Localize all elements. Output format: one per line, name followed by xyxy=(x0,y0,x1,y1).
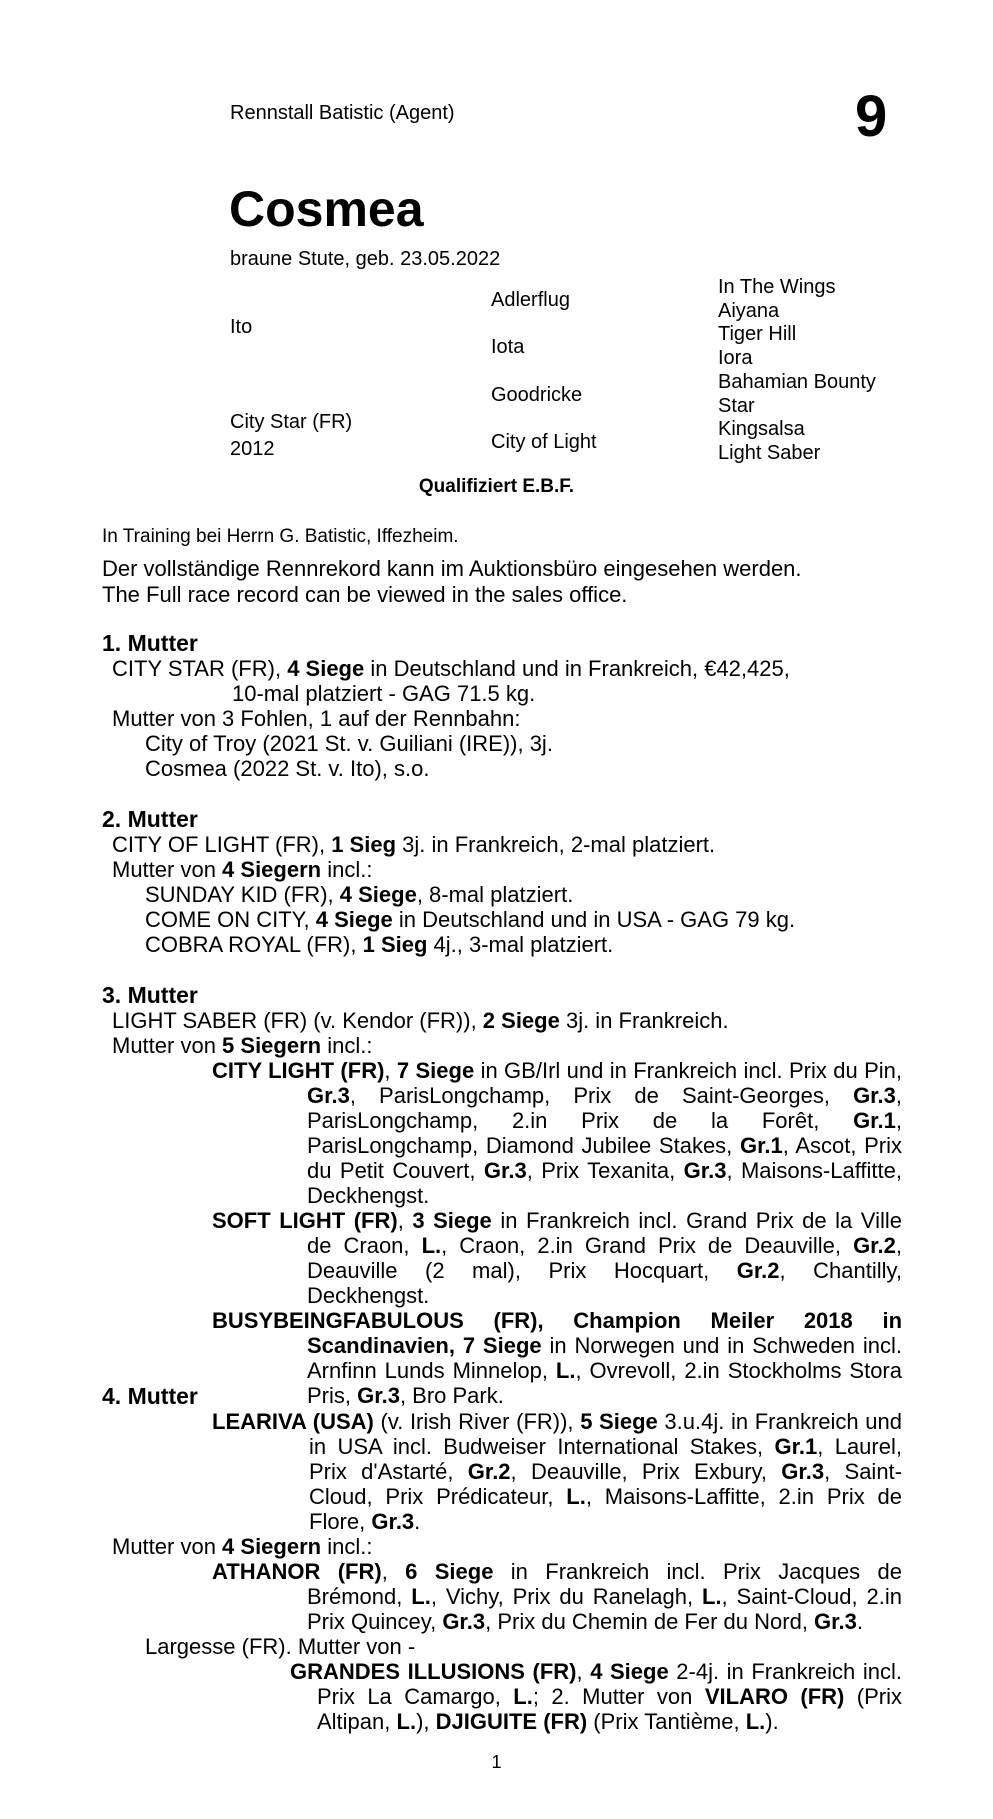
produce-item: COME ON CITY, 4 Siege in Deutschland und in USA - GAG 79 kg. xyxy=(145,907,796,932)
pedigree-great-grandparent: Tiger Hill xyxy=(718,323,797,345)
dam-line: CITY OF LIGHT (FR), 1 Sieg 3j. in Frankreich, 2-mal platziert. xyxy=(112,832,716,857)
pedigree-great-grandparent: Bahamian Bounty xyxy=(718,371,876,393)
dam-line: 10-mal platziert - GAG 71.5 kg. xyxy=(232,681,536,706)
produce-item: SUNDAY KID (FR), 4 Siege, 8-mal platziert. xyxy=(145,882,574,907)
produce-item: ATHANOR (FR), 6 Siege in Frankreich incl. Prix Jacques de Brémond, L., Vichy, Prix du Ranelagh, L., Saint-Cloud, 2.in Prix Quincey, Gr.3, Prix du Chemin de Fer du Nord, Gr.3. xyxy=(212,1559,902,1634)
produce-heading: Mutter von 5 Siegern incl.: xyxy=(112,1033,373,1058)
pedigree-great-grandparent: Light Saber xyxy=(718,442,821,464)
lot-number: 9 xyxy=(855,84,888,149)
pedigree-great-grandparent: Kingsalsa xyxy=(718,418,805,440)
dam-line: LEARIVA (USA) (v. Irish River (FR)), 5 Siege 3.u.4j. in Frankreich und in USA incl. Budweiser International Stakes, Gr.1, Laurel, Prix d'Astarté, Gr.2, Deauville, Prix Exbury, Gr.3, Saint-Cloud, Prix Prédicateur, L., Maisons-Laffitte, 2.in Prix de Flore, Gr.3. xyxy=(212,1409,903,1534)
ebf-qualification: Qualifiziert E.B.F. xyxy=(418,476,575,497)
pedigree-grandparent: Goodricke xyxy=(491,384,583,406)
produce-heading: Mutter von 3 Fohlen, 1 auf der Rennbahn: xyxy=(112,706,521,731)
produce-item: Cosmea (2022 St. v. Ito), s.o. xyxy=(145,756,430,781)
section-first-dam xyxy=(102,631,902,781)
produce-item: COBRA ROYAL (FR), 1 Sieg 4j., 3-mal platziert. xyxy=(145,932,614,957)
section-title: 3. Mutter xyxy=(102,982,198,1008)
produce-item: CITY LIGHT (FR), 7 Siege in GB/Irl und in Frankreich incl. Prix du Pin, Gr.3, ParisLongchamp, Prix de Saint-Georges, Gr.3, ParisLongchamp, 2.in Prix de la Forêt, Gr.1, ParisLongchamp, Diamond Jubilee Stakes, Gr.1, Ascot, Prix du Petit Couvert, Gr.3, Prix Texanita, Gr.3, Maisons-Laffitte, Deckhengst. xyxy=(212,1058,902,1208)
produce-item: City of Troy (2021 St. v. Guiliani (IRE)), 3j. xyxy=(145,731,553,756)
section-title: 1. Mutter xyxy=(102,630,198,656)
pedigree-dam-year: 2012 xyxy=(230,438,275,460)
pedigree-grandparent: City of Light xyxy=(491,431,597,453)
dam-line: LIGHT SABER (FR) (v. Kendor (FR)), 2 Siege 3j. in Frankreich. xyxy=(112,1008,729,1033)
produce-item: Largesse (FR). Mutter von - xyxy=(145,1634,416,1659)
produce-item: GRANDES ILLUSIONS (FR), 4 Siege 2-4j. in Frankreich incl. Prix La Camargo, L.; 2. Mutter von VILARO (FR) (Prix Altipan, L.), DJIGUITE (FR) (Prix Tantième, L.). xyxy=(290,1659,903,1734)
training-note: In Training bei Herrn G. Batistic, Iffezheim. xyxy=(102,526,459,547)
consignor: Rennstall Batistic (Agent) xyxy=(230,102,455,124)
produce-item: SOFT LIGHT (FR), 3 Siege in Frankreich incl. Grand Prix de la Ville de Craon, L., Craon, 2.in Grand Prix de Deauville, Gr.2, Deauville (2 mal), Prix Hocquart, Gr.2, Chantilly, Deckhengst. xyxy=(212,1208,902,1308)
pedigree-great-grandparent: In The Wings xyxy=(718,276,836,298)
race-record-note xyxy=(102,556,902,608)
section-fourth-dam xyxy=(102,1384,902,1734)
produce-heading: Mutter von 4 Siegern incl.: xyxy=(112,1534,373,1559)
produce-heading: Mutter von 4 Siegern incl.: xyxy=(112,857,373,882)
dam-line: CITY STAR (FR), 4 Siege in Deutschland und in Frankreich, €42,425, xyxy=(112,656,790,681)
pedigree-sire: Ito xyxy=(230,316,253,338)
pedigree-great-grandparent: Aiyana xyxy=(718,300,780,322)
pedigree-great-grandparent: Iora xyxy=(718,347,753,369)
produce-item: BUSYBEINGFABULOUS (FR), Champion Meiler 2018 in Scandinavien, 7 Siege in Norwegen und in Schweden incl. Arnfinn Lunds Minnelop, L., Ovrevoll, 2.in Stockholms Stora Pris, Gr.3, Bro Park. xyxy=(212,1308,903,1408)
section-third-dam xyxy=(102,983,902,1408)
section-second-dam xyxy=(102,807,902,957)
horse-name: Cosmea xyxy=(229,181,424,237)
pedigree-dam: City Star (FR) xyxy=(230,411,353,433)
section-title: 4. Mutter xyxy=(102,1383,198,1409)
pedigree-grandparent: Iota xyxy=(491,336,525,358)
pedigree-great-grandparent: Star xyxy=(718,395,755,417)
race-record-note-de: Der vollständige Rennrekord kann im Auktionsbüro eingesehen werden. xyxy=(102,556,802,581)
section-title: 2. Mutter xyxy=(102,806,198,832)
race-record-note-en: The Full race record can be viewed in the sales office. xyxy=(102,582,628,607)
pedigree-grandparent: Adlerflug xyxy=(491,289,570,311)
page-number: 1 xyxy=(491,1752,502,1772)
horse-description: braune Stute, geb. 23.05.2022 xyxy=(230,248,501,270)
